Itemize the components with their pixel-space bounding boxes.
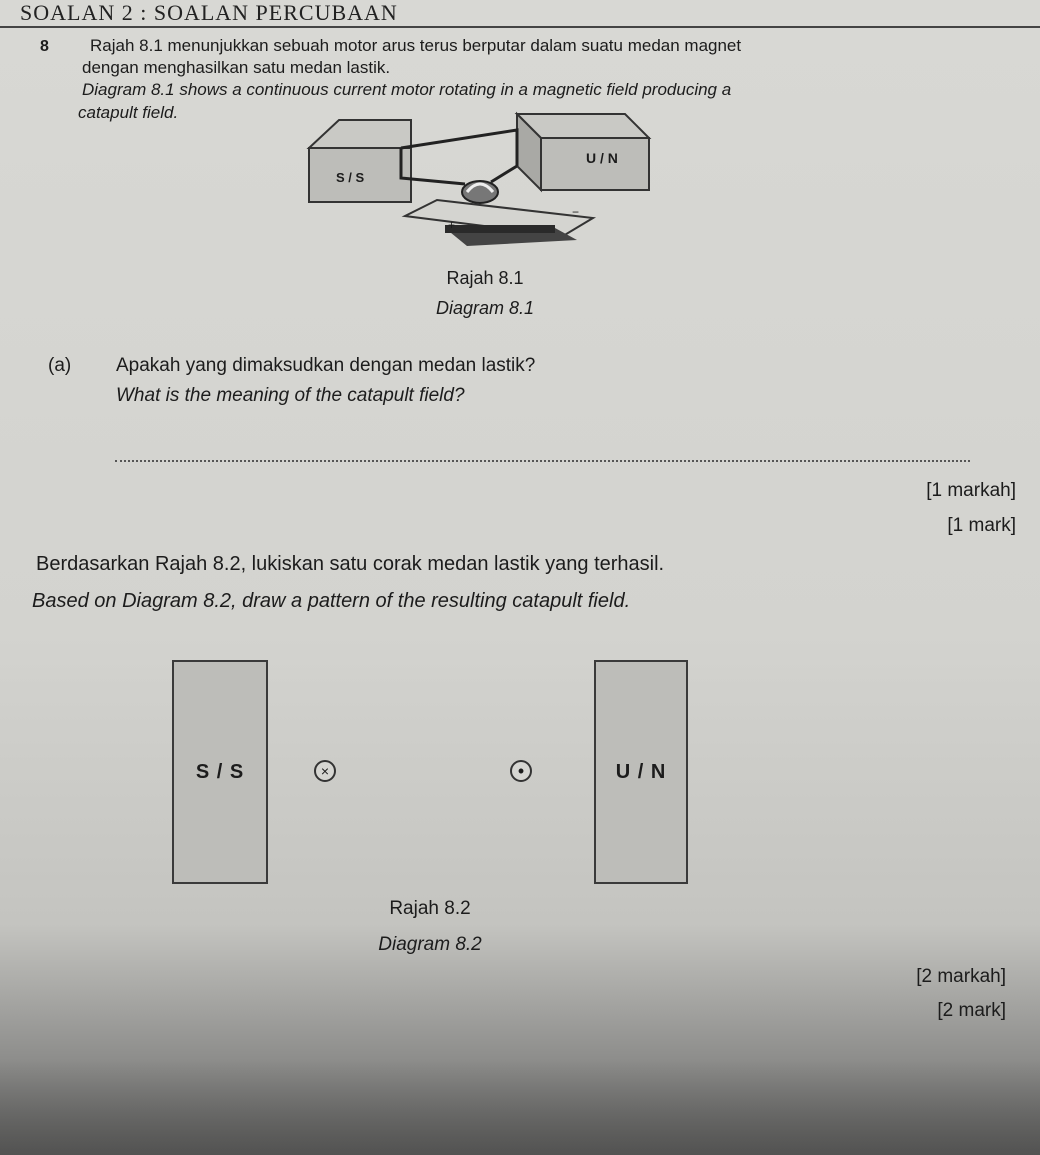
paper-header: SOALAN 2 : SOALAN PERCUBAAN bbox=[20, 0, 398, 25]
cross-symbol: × bbox=[320, 763, 330, 779]
positive-terminal: + bbox=[448, 218, 456, 232]
motor-diagram bbox=[295, 108, 675, 268]
motor-south-label: S / S bbox=[336, 170, 365, 185]
coil-wire-right bbox=[491, 166, 517, 182]
north-magnet-label: U / N bbox=[615, 760, 667, 783]
south-magnet-block bbox=[172, 660, 268, 884]
part-b-marks-malay: [2 markah] bbox=[916, 966, 1006, 987]
question-number: 8 bbox=[40, 38, 49, 55]
coil-wire-top bbox=[401, 130, 517, 166]
page-shadow bbox=[0, 1060, 1040, 1155]
part-b-question-malay: Berdasarkan Rajah 8.2, lukiskan satu corak medan lastik yang terhasil. bbox=[36, 553, 665, 575]
part-a-label: (a) bbox=[48, 355, 72, 376]
diagram-82-caption-malay: Rajah 8.2 bbox=[389, 898, 471, 919]
motor-north-label: U / N bbox=[586, 150, 618, 166]
diagram-81-caption-malay: Rajah 8.1 bbox=[446, 268, 524, 288]
part-a-marks-malay: [1 markah] bbox=[926, 480, 1016, 501]
south-magnet-top bbox=[309, 120, 411, 148]
north-magnet-block bbox=[594, 660, 688, 884]
intro-english-line-1: Diagram 8.1 shows a continuous current motor rotating in a magnetic field producing a bbox=[82, 80, 732, 99]
intro-malay-line-2: dengan menghasilkan satu medan lastik. bbox=[82, 58, 391, 77]
header-rule bbox=[0, 26, 1040, 28]
dot-symbol: • bbox=[517, 761, 525, 781]
part-a-answer-line[interactable] bbox=[115, 460, 970, 462]
diagram-81-caption-english: Diagram 8.1 bbox=[435, 298, 535, 318]
diagram-82-caption-english: Diagram 8.2 bbox=[378, 934, 482, 955]
south-magnet-label: S / S bbox=[195, 760, 245, 783]
conductor-into-page-icon bbox=[314, 760, 336, 782]
brush-bar bbox=[445, 225, 555, 233]
part-b-question-english: Based on Diagram 8.2, draw a pattern of the resulting catapult field. bbox=[32, 590, 631, 612]
conductor-out-of-page-icon bbox=[510, 760, 532, 782]
part-b-marks-english: [2 mark] bbox=[937, 1000, 1006, 1021]
negative-terminal: − bbox=[572, 205, 580, 219]
part-a-marks-english: [1 mark] bbox=[947, 515, 1016, 536]
intro-malay-line-1: Rajah 8.1 menunjukkan sebuah motor arus terus berputar dalam suatu medan magnet bbox=[90, 36, 742, 55]
part-a-question-english: What is the meaning of the catapult field? bbox=[116, 385, 465, 406]
part-a-question-malay: Apakah yang dimaksudkan dengan medan lastik? bbox=[116, 355, 536, 376]
intro-english-line-2: catapult field. bbox=[78, 103, 179, 122]
